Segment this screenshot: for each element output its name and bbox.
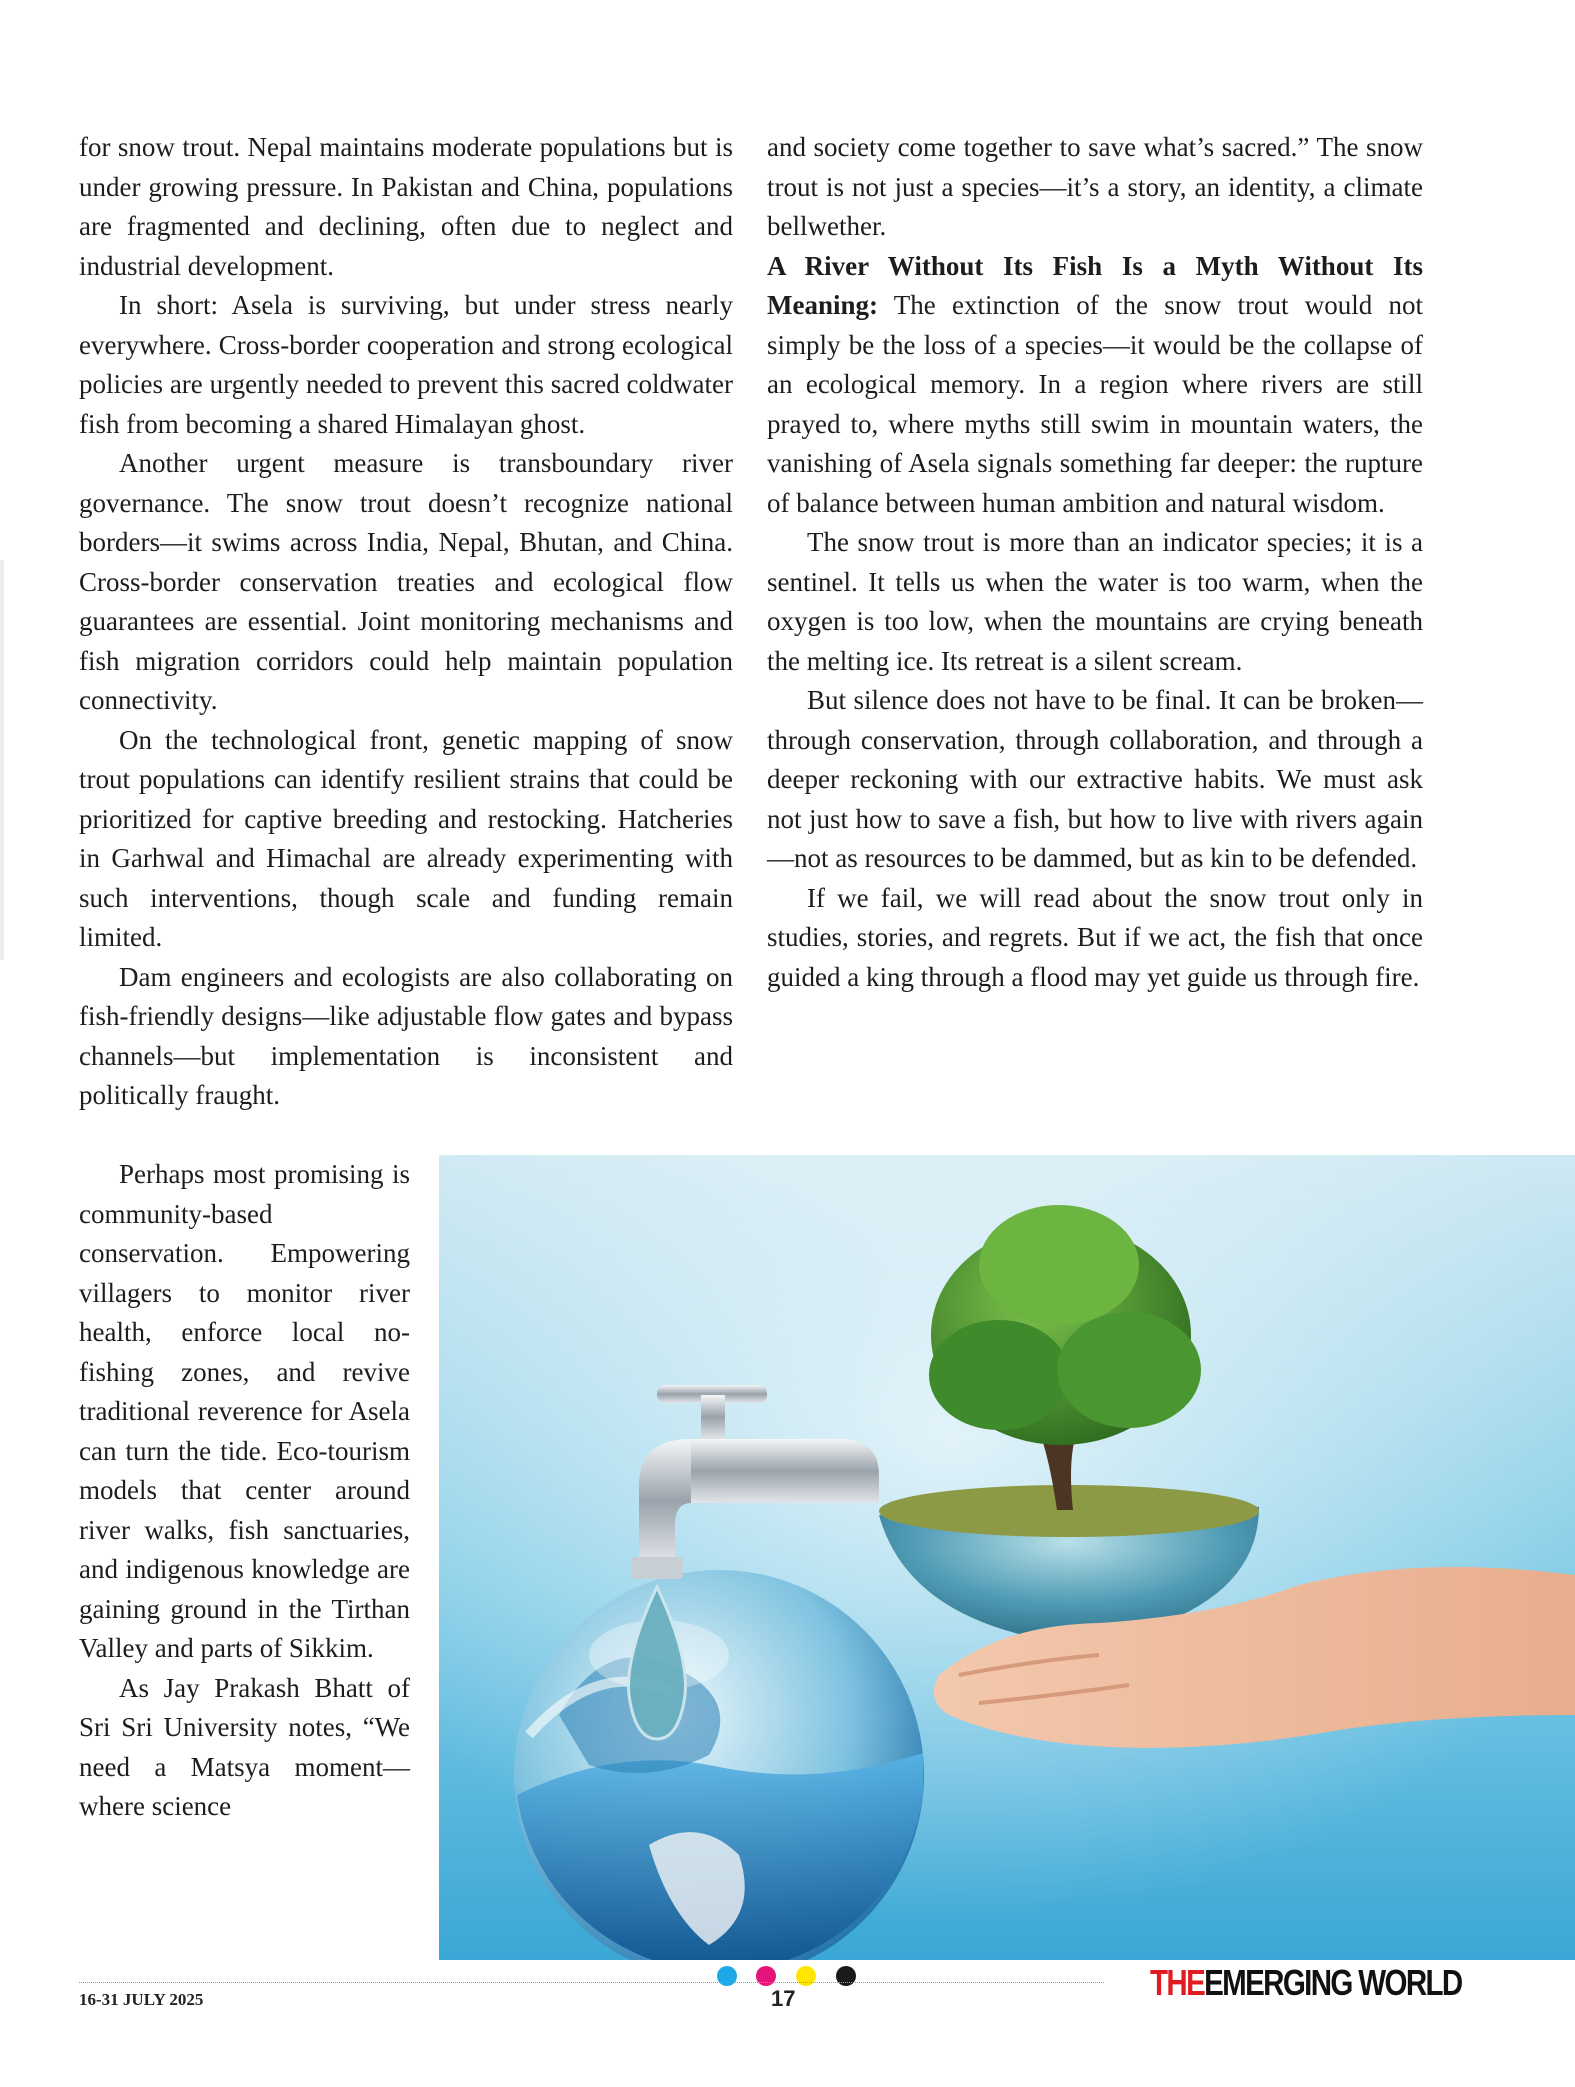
footer-divider: [79, 1982, 1104, 1983]
logo-name: EMERGING WORLD: [1204, 1962, 1462, 2003]
section-text: The extinction of the snow trout would not simply be the loss of a species—it would be the collapse of an ecological memory. In a region where rivers are still prayed to, where myths still swim in mountain waters, the vanishing of Asela signals something far deeper: the rupture of balance between human ambition and natural wisdom.: [767, 290, 1424, 518]
publication-logo: [1150, 1962, 1462, 2004]
black-registration-dot: [836, 1966, 856, 1986]
paragraph: But silence does not have to be final. It can be broken—through conservation, through collaboration, and through a deeper reckoning with our extractive habits. We must ask not just how to save a fish, but how to live with rivers again—not as resources to be dammed, but as kin to be defended.: [767, 685, 1423, 873]
narrow-column: [79, 1155, 410, 1827]
left-column: [79, 128, 733, 1116]
paragraph: On the technological front, genetic mapping of snow trout populations can identify resilient strains that could be prioritized for captive breeding and restocking. Hatcheries in Garhwal and Himachal are already experimenting with such interventions, though scale and funding remain limited.: [79, 724, 733, 952]
paragraph: and society come together to save what’s sacred.” The snow trout is not just a species—it’s a story, an identity, a climate bellwether.: [767, 132, 1423, 241]
paragraph: Perhaps most promising is community-based conservation. Empowering villagers to monitor river health, enforce local no-fishing zones, and revive traditional reverence for Asela can turn the tide. Eco-tourism models that center around river walks, fish sanctuaries, and indigenous knowledge are gaining ground in the Tirthan Valley and parts of Sikkim.: [79, 1159, 410, 1663]
illustration-image: [439, 1155, 1575, 1960]
magenta-registration-dot: [756, 1966, 776, 1986]
page-number: 17: [771, 1986, 796, 2011]
page-edge-mark: [0, 560, 4, 960]
issue-date: 16-31 JULY 2025: [79, 1990, 204, 2009]
logo-the: THE: [1150, 1962, 1205, 2003]
paragraph: In short: Asela is surviving, but under stress nearly everywhere. Cross-border cooperation and strong ecological policies are urgently needed to prevent this sacred coldwater fish from becoming a shared Himalayan ghost.: [79, 290, 733, 439]
paragraph: As Jay Prakash Bhatt of Sri Sri University notes, “We need a Matsya moment—where science: [79, 1672, 410, 1821]
paragraph: Dam engineers and ecologists are also collaborating on fish-friendly designs—like adjustable flow gates and bypass channels—but implementation is inconsistent and politically fraught.: [79, 961, 733, 1110]
paragraph: for snow trout. Nepal maintains moderate populations but is under growing pressure. In Pakistan and China, populations are fragmented and declining, often due to neglect and industrial development.: [79, 132, 733, 281]
paragraph: If we fail, we will read about the snow trout only in studies, stories, and regrets. But if we act, the fish that once guided a king through a flood may yet guide us through fire.: [767, 882, 1423, 992]
paragraph: The snow trout is more than an indicator species; it is a sentinel. It tells us when the water is too warm, when the oxygen is too low, when the mountains are crying beneath the melting ice. Its retreat is a silent scream.: [767, 527, 1423, 676]
yellow-registration-dot: [796, 1966, 816, 1986]
section-heading: A River Without Its Fish Is a Myth Without Its Meaning:: [767, 250, 1423, 320]
right-column: [767, 128, 1423, 997]
cyan-registration-dot: [717, 1966, 737, 1986]
section-paragraph: [767, 247, 1423, 524]
paragraph: Another urgent measure is transboundary river governance. The snow trout doesn’t recognize national borders—it swims across India, Nepal, Bhutan, and China. Cross-border conservation treaties and ecological flow guarantees are essential. Joint monitoring mechanisms and fish migration corridors could help maintain population connectivity.: [79, 448, 733, 715]
